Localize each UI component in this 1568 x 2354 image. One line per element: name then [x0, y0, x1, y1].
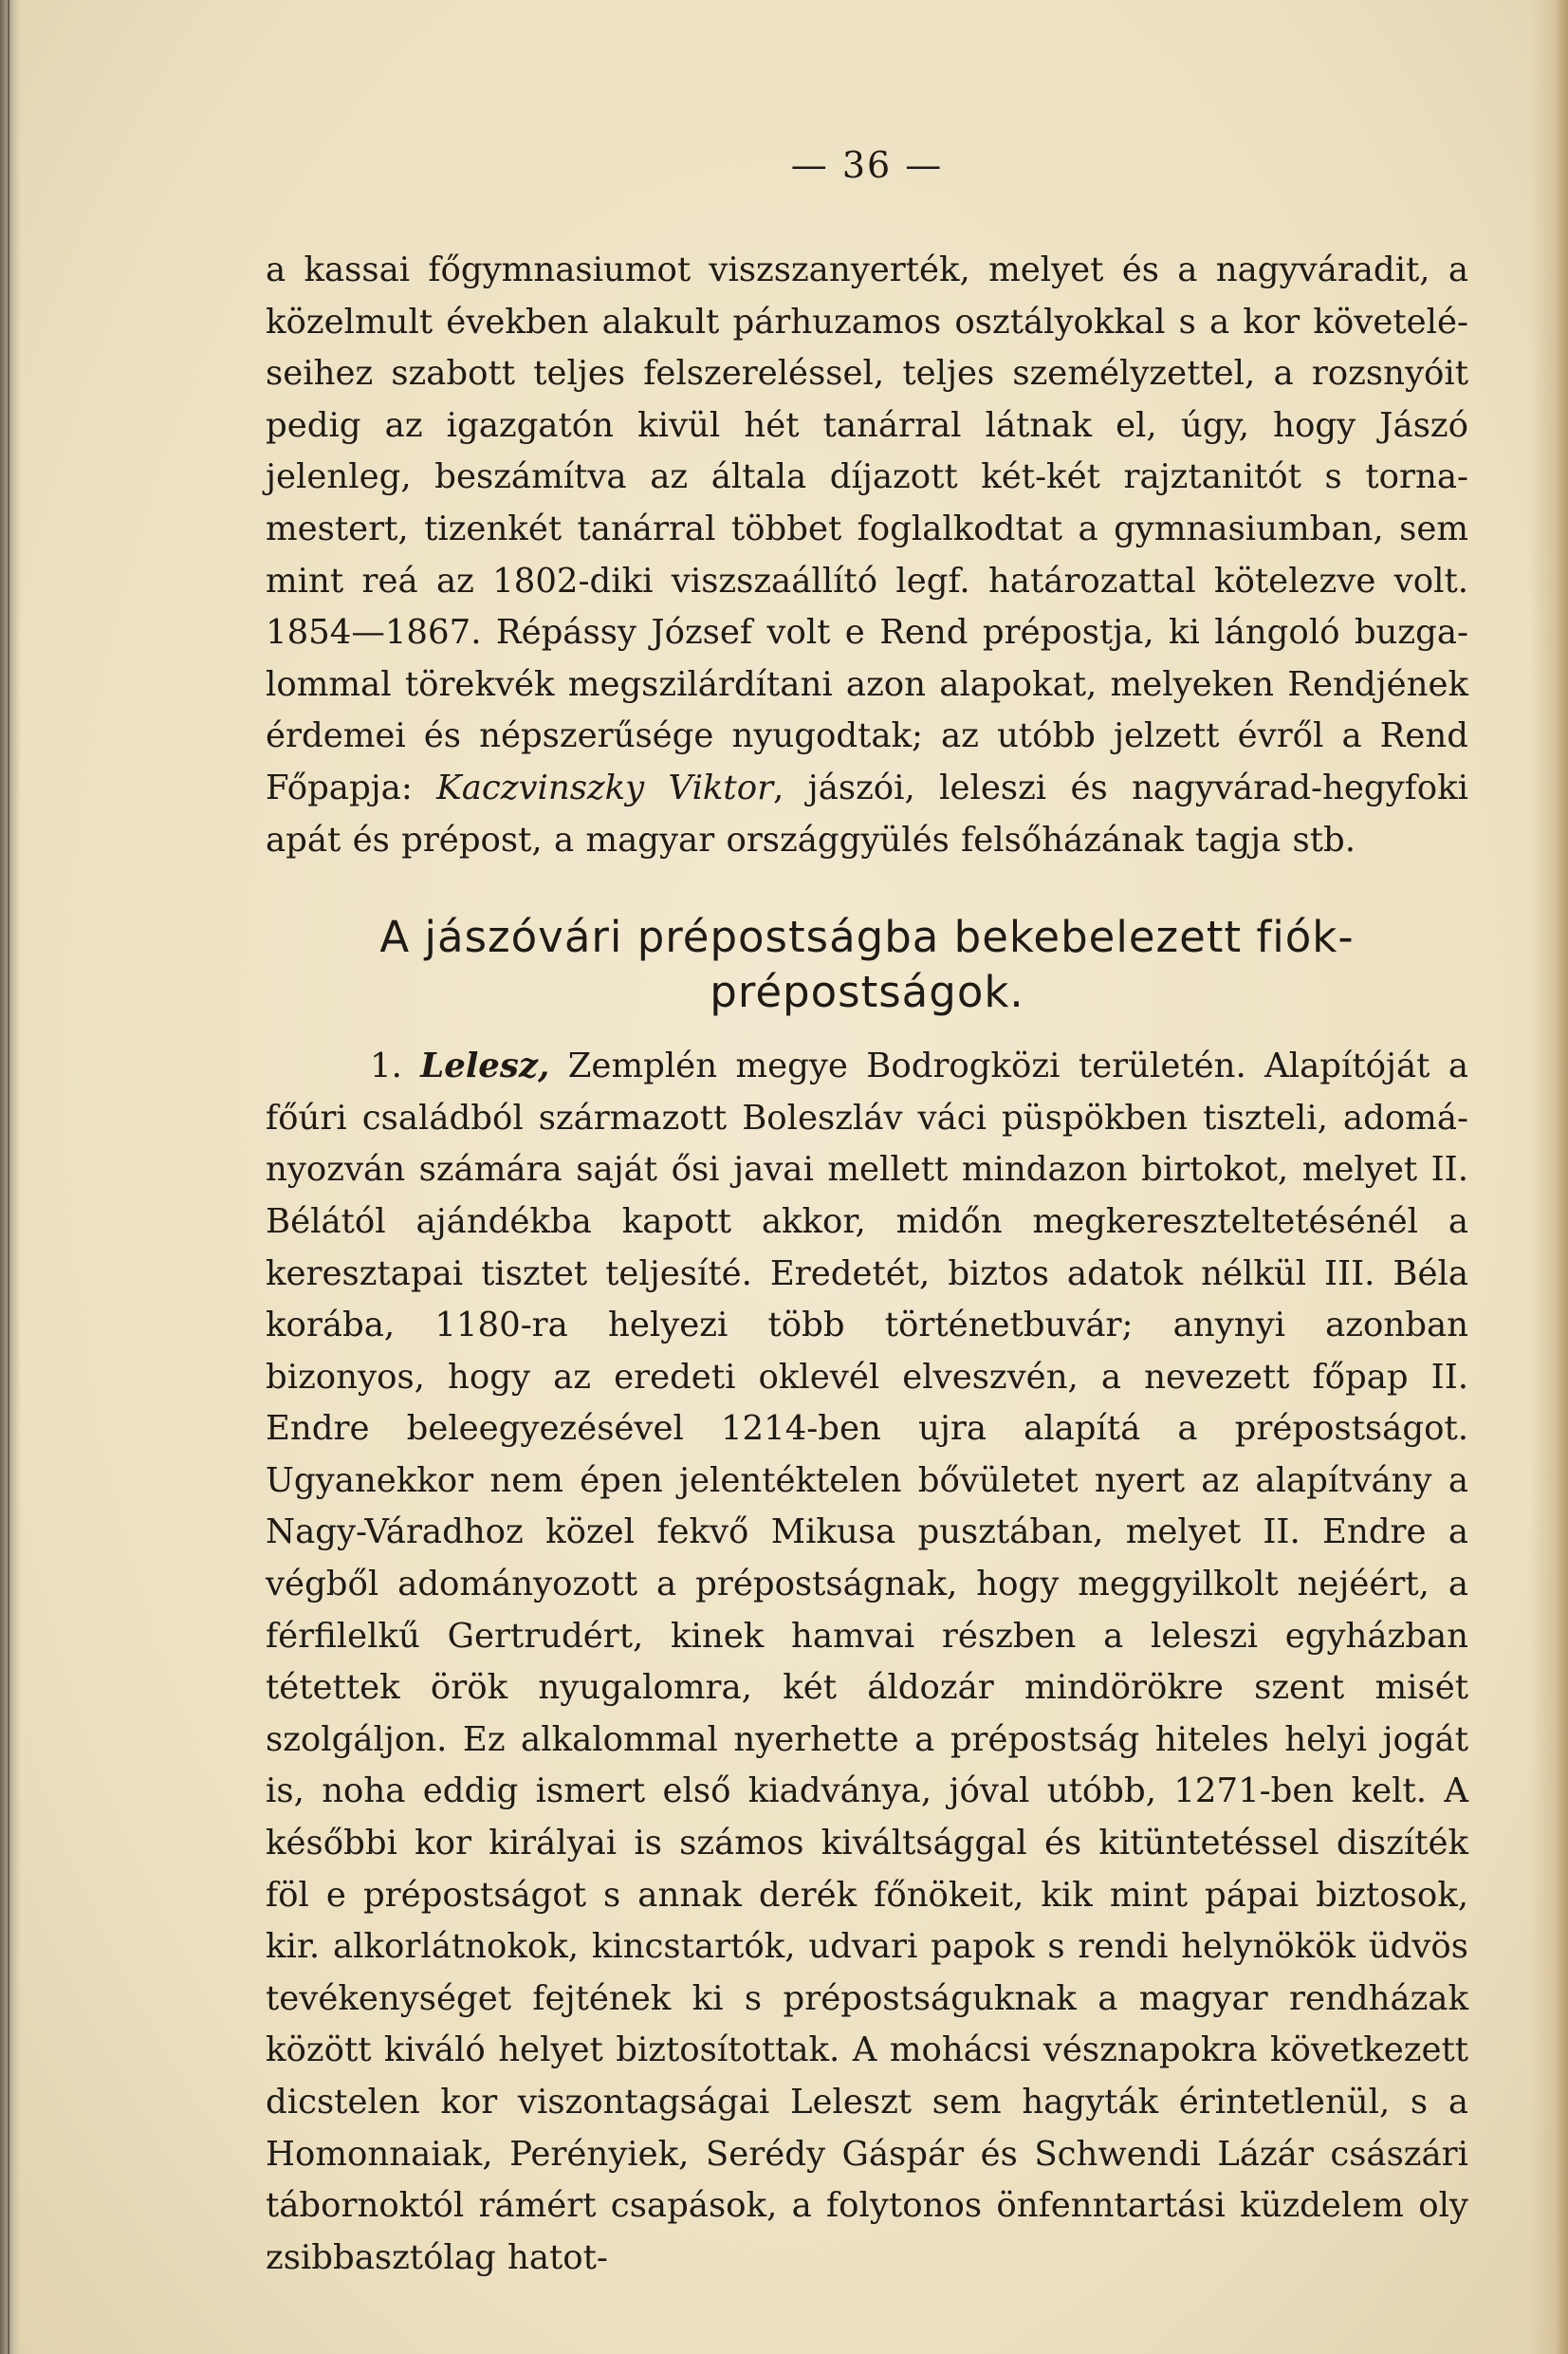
person-name: Kaczvinszky Viktor	[436, 768, 774, 807]
item-number: 1.	[370, 1047, 402, 1086]
paragraph-1	[266, 245, 1468, 866]
section-heading	[266, 910, 1468, 1020]
binding-edge	[0, 0, 21, 2354]
page-content	[266, 142, 1468, 2284]
binding-line	[8, 0, 9, 2354]
section-heading-line-1: A jászóvári prépostságba bekebelezett fiók-	[379, 912, 1355, 963]
page-edge-shadow	[1530, 0, 1568, 2354]
paragraph-2	[266, 1041, 1468, 2284]
paragraph-1-text-b: , jászói, leleszi és nagyvárad-hegyfoki apát és prépost, a magyar országgyülés felsőházának tagja stb.	[266, 768, 1468, 860]
place-name: Lelesz,	[420, 1047, 550, 1086]
page-number: — 36 —	[790, 144, 944, 186]
section-heading-line-2: prépostságok.	[710, 967, 1024, 1018]
paragraph-1-text-a: a kassai főgymnasiumot viszszanyerték, melyet és a nagyváradit, a közelmult években alakult párhuzamos osztályokkal s a kor követeléseihez szabott teljes felszereléssel, teljes személyzettel, a rozsnyóit pedig az igazgatón kivül hét tanárral látnak el, úgy, hogy Jászó jelenleg, beszámítva az általa díjazott két-két rajztanitót s tornamestert, tizenkét tanárral többet foglalkodtat a gymnasiumban, sem mint reá az 1802-diki viszszaállító legf. határozattal kötelezve volt. 1854—1867. Répássy József volt e Rend prépostja, ki lángoló buzgalommal törekvék megszilárdítani azon alapokat, melyeken Rendjének érdemei és népszerűsége nyugodtak; az utóbb jelzett évről a Rend Főpapja:	[266, 250, 1468, 807]
paragraph-2-text: Zemplén megye Bodrogközi területén. Alapítóját a főúri családból származott Boleszláv váci püspökben tiszteli, adományozván számára saját ősi javai mellett mindazon birtokot, melyet II. Bélától ajándékba kapott akkor, midőn megkereszteltetésénél a keresztapai tisztet teljesíté. Eredetét, biztos adatok nélkül III. Béla korába, 1180-ra helyezi több történetbuvár; anynyi azonban bizonyos, hogy az eredeti oklevél elveszvén, a nevezett főpap II. Endre beleegyezésével 1214-ben ujra alapítá a prépostságot. Ugyanekkor nem épen jelentéktelen bővületet nyert az alapítvány a Nagy-Váradhoz közel fekvő Mikusa pusztában, melyet II. Endre a végből adományozott a prépostságnak, hogy meggyilkolt nejéért, a férfilelkű Gertrudért, kinek hamvai részben a leleszi egyházban tétettek örök nyugalomra, két áldozár mindörökre szent misét szolgáljon. Ez alkalommal nyerhette a prépostság hiteles helyi jogát is, noha eddig ismert első kiadványa, jóval utóbb, 1271-ben kelt. A későbbi kor királyai is számos kiváltsággal és kitüntetéssel diszíték föl e prépostságot s annak derék főnökeit, kik mint pápai biztosok, kir. alkorlátnokok, kincstartók, udvari papok s rendi helynökök üdvös tevékenységet fejtének ki s prépostságuknak a magyar rendházak között kiváló helyet biztosítottak. A mohácsi vésznapokra következett dicstelen kor viszontagságai Leleszt sem hagyták érintetlenül, s a Homonnaiak, Perényiek, Serédy Gáspár és Schwendi Lázár császári tábornoktól rámért csapások, a folytonos önfenntartási küzdelem oly zsibbasztólag hatot-	[266, 1047, 1468, 2277]
